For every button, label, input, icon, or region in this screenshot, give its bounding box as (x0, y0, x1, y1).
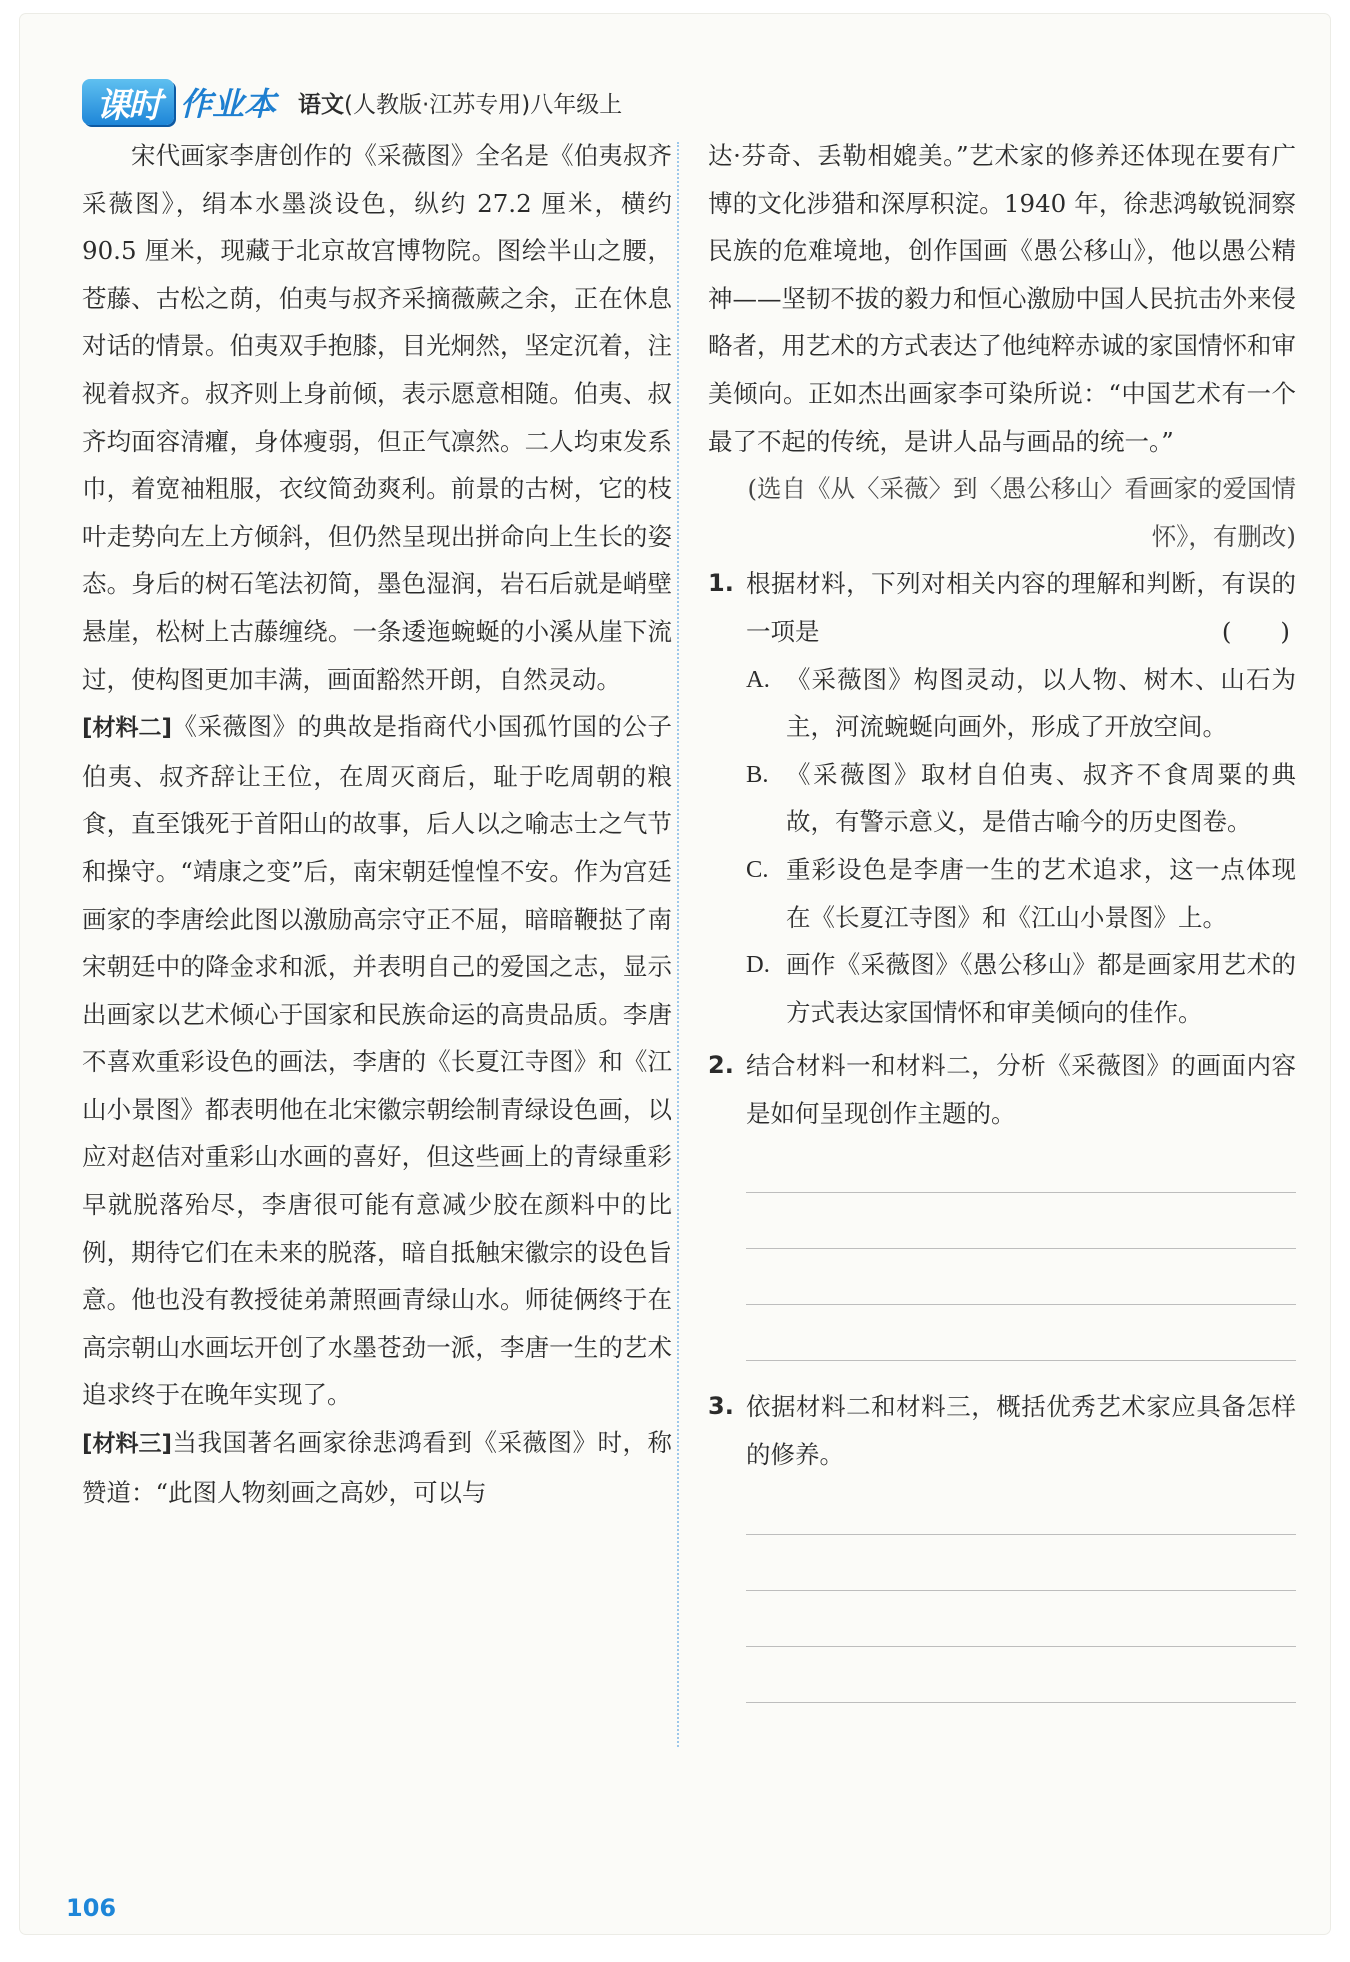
option-text: 《采薇图》构图灵动，以人物、树木、山石为主，河流蜿蜒向画外，形成了开放空间。 (786, 664, 1296, 742)
question-2-answer-area[interactable] (708, 1137, 1296, 1361)
right-column (708, 132, 1296, 1703)
question-3-number: 3. (708, 1392, 734, 1421)
material-two-text: 《采薇图》的典故是指商代小国孤竹国的公子伯夷、叔齐辞让王位，在周灭商后，耻于吃周朝的粮食，直至饿死于首阳山的故事，后人以之喻志士之气节和操守。“靖康之变”后，南宋朝廷惶惶不安。作为宫廷画家的李唐绘此图以激励高宗守正不屈，暗暗鞭挞了南宋朝廷中的降金求和派，并表明自己的爱国之志，显示出画家以艺术倾心于国家和民族命运的高贵品质。李唐不喜欢重彩设色的画法，李唐的《长夏江寺图》和《江山小景图》都表明他在北宋徽宗朝绘制青绿设色画，以应对赵佶对重彩山水画的喜好，但这些画上的青绿重彩早就脱落殆尽，李唐很可能有意减少胶在颜料中的比例，期待它们在未来的脱落，暗自抵触宋徽宗的设色旨意。他也没有教授徒弟萧照画青绿山水。师徒俩终于在高宗朝山水画坛开创了水墨苍劲一派，李唐一生的艺术追求终于在晚年实现了。 (82, 712, 672, 1410)
option-letter: C. (746, 855, 769, 883)
answer-line[interactable] (746, 1305, 1296, 1361)
brand-logo-text: 作业本 (180, 85, 277, 123)
material-three-text: 当我国著名画家徐悲鸿看到《采薇图》时，称赞道：“此图人物刻画之高妙，可以与 (82, 1428, 672, 1507)
answer-line[interactable] (746, 1479, 1296, 1535)
option-a[interactable] (708, 656, 1296, 751)
material-one-paragraph: 宋代画家李唐创作的《采薇图》全名是《伯夷叔齐采薇图》，绢本水墨淡设色，纵约 27.2 厘米，横约 90.5 厘米，现藏于北京故宫博物院。图绘半山之腰，苍藤、古松之荫，伯夷与叔齐采摘薇蕨之余，正在休息对话的情景。伯夷双手抱膝，目光炯然，坚定沉着，注视着叔齐。叔齐则上身前倾，表示愿意相随。伯夷、叔齐均面容清癯，身体瘦弱，但正气凛然。二人均束发系巾，着宽袖粗服，衣纹简劲爽利。前景的古树，它的枝叶走势向左上方倾斜，但仍然呈现出拼命向上生长的姿态。身后的树石笔法初简，墨色湿润，岩石后就是峭壁悬崖，松树上古藤缠绕。一条逶迤蜿蜒的小溪从崖下流过，使构图更加丰满，画面豁然开朗，自然灵动。 (82, 141, 672, 694)
question-1-text: 根据材料，下列对相关内容的理解和判断，有误的一项是 (746, 569, 1296, 646)
question-3 (708, 1383, 1296, 1478)
answer-line[interactable] (746, 1193, 1296, 1249)
material-two-paragraph (82, 703, 672, 1419)
answer-line[interactable] (746, 1591, 1296, 1647)
material-three-continued: 达·芬奇、丢勒相媲美。”艺术家的修养还体现在要有广博的文化涉猎和深厚积淀。1940 年，徐悲鸿敏锐洞察民族的危难境地，创作国画《愚公移山》，他以愚公精神——坚韧不拔的毅力和恒心激励中国人民抗击外来侵略者，用艺术的方式表达了他纯粹赤诚的家国情怀和审美倾向。正如杰出画家李可染所说：“中国艺术有一个最了不起的传统，是讲人品与画品的统一。” (708, 141, 1296, 456)
option-text: 画作《采薇图》《愚公移山》都是画家用艺术的方式表达家国情怀和审美倾向的佳作。 (786, 950, 1296, 1027)
option-letter: B. (746, 760, 769, 788)
answer-line[interactable] (746, 1535, 1296, 1591)
page-number: 106 (66, 1894, 117, 1922)
answer-line[interactable] (746, 1137, 1296, 1193)
option-text: 《采薇图》取材自伯夷、叔齐不食周粟的典故，有警示意义，是借古喻今的历史图卷。 (786, 759, 1296, 837)
left-column (82, 132, 672, 1516)
option-c[interactable] (708, 846, 1296, 941)
source-citation: (选自《从〈采薇〉到〈愚公移山〉看画家的爱国情怀》，有删改) (747, 474, 1296, 551)
answer-line[interactable] (746, 1647, 1296, 1703)
page-header (82, 74, 622, 130)
workbook-page (20, 14, 1330, 1934)
option-b[interactable] (708, 751, 1296, 846)
question-2 (708, 1042, 1296, 1137)
question-3-answer-area[interactable] (708, 1479, 1296, 1703)
option-letter: A. (746, 665, 770, 693)
answer-parentheses[interactable]: ( ) (1221, 616, 1290, 646)
question-1 (708, 560, 1296, 655)
subject-main: 语文 (298, 91, 345, 118)
material-three-tag: [材料三] (82, 1431, 173, 1458)
question-3-text: 依据材料二和材料三，概括优秀艺术家应具备怎样的修养。 (746, 1392, 1296, 1470)
question-2-number: 2. (708, 1051, 734, 1080)
brand-logo-badge: 课时 (82, 79, 174, 125)
option-letter: D. (746, 951, 770, 979)
material-three-paragraph (82, 1419, 672, 1516)
question-1-number: 1. (708, 569, 734, 598)
subject-detail: (人教版·江苏专用)八年级上 (344, 91, 623, 118)
answer-line[interactable] (746, 1249, 1296, 1305)
question-2-text: 结合材料一和材料二，分析《采薇图》的画面内容是如何呈现创作主题的。 (746, 1051, 1296, 1128)
material-two-tag: [材料二] (82, 715, 173, 742)
column-divider (677, 142, 679, 1747)
option-d[interactable] (708, 941, 1296, 1036)
subject-label (298, 86, 622, 119)
option-text: 重彩设色是李唐一生的艺术追求，这一点体现在《长夏江寺图》和《江山小景图》上。 (786, 854, 1296, 932)
